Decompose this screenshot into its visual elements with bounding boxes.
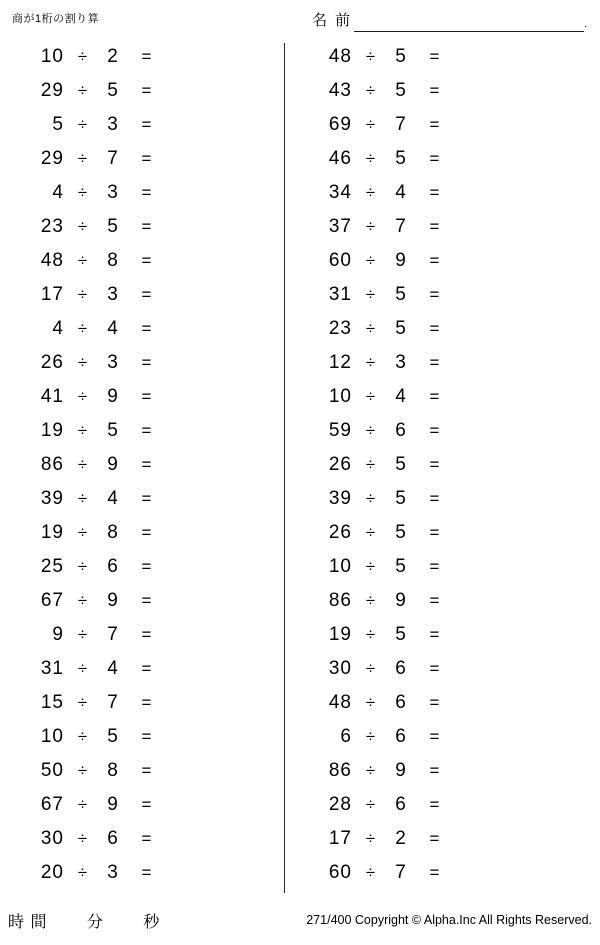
equals-sign: = — [429, 829, 441, 848]
divisor: 8 — [107, 760, 119, 781]
problem-row — [12, 142, 277, 176]
divisor: 5 — [395, 318, 407, 339]
dividend: 26 — [328, 522, 352, 543]
dividend: 23 — [40, 216, 64, 237]
problem-row — [300, 244, 565, 278]
dividend: 20 — [40, 862, 64, 883]
problem-row — [12, 108, 277, 142]
problem-row — [300, 754, 565, 788]
equals-sign: = — [141, 183, 153, 202]
dividend: 50 — [40, 760, 64, 781]
equals-sign: = — [141, 421, 153, 440]
equals-sign: = — [429, 761, 441, 780]
division-operator: ÷ — [365, 795, 377, 814]
dividend: 12 — [328, 352, 352, 373]
divisor: 7 — [395, 216, 407, 237]
dividend: 4 — [52, 318, 64, 339]
division-operator: ÷ — [77, 285, 89, 304]
equals-sign: = — [141, 523, 153, 542]
equals-sign: = — [429, 183, 441, 202]
division-operator: ÷ — [77, 81, 89, 100]
division-operator: ÷ — [77, 149, 89, 168]
problem-row — [300, 312, 565, 346]
problem-row — [300, 278, 565, 312]
dividend: 31 — [40, 658, 64, 679]
equals-sign: = — [141, 353, 153, 372]
dividend: 6 — [340, 726, 352, 747]
dividend: 19 — [328, 624, 352, 645]
division-operator: ÷ — [365, 183, 377, 202]
equals-sign: = — [429, 693, 441, 712]
division-operator: ÷ — [365, 251, 377, 270]
problem-row — [300, 720, 565, 754]
divisor: 8 — [107, 522, 119, 543]
divisor: 3 — [107, 114, 119, 135]
time-record-area — [8, 909, 160, 932]
dividend: 30 — [328, 658, 352, 679]
copyright-notice: 271/400 Copyright © Alpha.Inc All Rights Reserved. — [306, 913, 592, 927]
dividend: 23 — [328, 318, 352, 339]
equals-sign: = — [429, 251, 441, 270]
divisor: 9 — [395, 250, 407, 271]
problem-row — [12, 278, 277, 312]
equals-sign: = — [429, 47, 441, 66]
divisor: 8 — [107, 250, 119, 271]
equals-sign: = — [141, 557, 153, 576]
division-operator: ÷ — [365, 523, 377, 542]
division-operator: ÷ — [77, 319, 89, 338]
equals-sign: = — [429, 115, 441, 134]
name-suffix: . — [584, 18, 588, 30]
problem-row — [300, 822, 565, 856]
equals-sign: = — [429, 523, 441, 542]
equals-sign: = — [141, 455, 153, 474]
problem-row — [300, 686, 565, 720]
divisor: 5 — [395, 522, 407, 543]
equals-sign: = — [141, 863, 153, 882]
divisor: 9 — [107, 590, 119, 611]
problem-row — [300, 40, 565, 74]
dividend: 19 — [40, 522, 64, 543]
problem-row — [12, 822, 277, 856]
equals-sign: = — [429, 217, 441, 236]
dividend: 5 — [52, 114, 64, 135]
problem-row — [12, 720, 277, 754]
divisor: 4 — [107, 318, 119, 339]
divisor: 5 — [107, 80, 119, 101]
division-operator: ÷ — [77, 183, 89, 202]
dividend: 37 — [328, 216, 352, 237]
division-operator: ÷ — [365, 285, 377, 304]
time-minutes-label: 分 — [86, 914, 104, 931]
equals-sign: = — [429, 557, 441, 576]
page-title: 商が1桁の割り算 — [12, 13, 100, 25]
problem-row — [300, 482, 565, 516]
equals-sign: = — [141, 489, 153, 508]
problem-row — [12, 686, 277, 720]
divisor: 7 — [107, 692, 119, 713]
division-operator: ÷ — [365, 557, 377, 576]
equals-sign: = — [429, 659, 441, 678]
divisor: 9 — [395, 590, 407, 611]
dividend: 59 — [328, 420, 352, 441]
division-operator: ÷ — [77, 523, 89, 542]
divisor: 3 — [395, 352, 407, 373]
column-divider — [284, 43, 285, 893]
problem-row — [300, 108, 565, 142]
divisor: 7 — [107, 624, 119, 645]
equals-sign: = — [141, 727, 153, 746]
problem-row — [300, 584, 565, 618]
divisor: 5 — [395, 454, 407, 475]
divisor: 9 — [107, 454, 119, 475]
problem-row — [12, 754, 277, 788]
dividend: 48 — [328, 46, 352, 67]
divisor: 6 — [107, 828, 119, 849]
dividend: 10 — [328, 556, 352, 577]
divisor: 3 — [107, 352, 119, 373]
problem-row — [12, 788, 277, 822]
divisor: 7 — [107, 148, 119, 169]
equals-sign: = — [429, 285, 441, 304]
equals-sign: = — [429, 353, 441, 372]
equals-sign: = — [141, 761, 153, 780]
divisor: 5 — [395, 624, 407, 645]
division-operator: ÷ — [365, 319, 377, 338]
problem-row — [12, 414, 277, 448]
dividend: 46 — [328, 148, 352, 169]
dividend: 26 — [328, 454, 352, 475]
equals-sign: = — [429, 795, 441, 814]
equals-sign: = — [141, 829, 153, 848]
dividend: 60 — [328, 250, 352, 271]
equals-sign: = — [141, 387, 153, 406]
division-operator: ÷ — [365, 115, 377, 134]
division-operator: ÷ — [365, 149, 377, 168]
dividend: 39 — [40, 488, 64, 509]
equals-sign: = — [141, 795, 153, 814]
equals-sign: = — [141, 251, 153, 270]
problem-row — [12, 176, 277, 210]
division-operator: ÷ — [365, 625, 377, 644]
dividend: 34 — [328, 182, 352, 203]
division-operator: ÷ — [365, 353, 377, 372]
division-operator: ÷ — [77, 217, 89, 236]
dividend: 10 — [40, 726, 64, 747]
time-hours-label: 時 間 — [8, 914, 48, 931]
dividend: 67 — [40, 590, 64, 611]
divisor: 6 — [395, 658, 407, 679]
division-operator: ÷ — [365, 455, 377, 474]
divisor: 6 — [395, 692, 407, 713]
dividend: 25 — [40, 556, 64, 577]
name-field-area — [312, 6, 587, 32]
division-operator: ÷ — [77, 727, 89, 746]
division-operator: ÷ — [77, 557, 89, 576]
equals-sign: = — [141, 81, 153, 100]
problem-row — [12, 584, 277, 618]
dividend: 19 — [40, 420, 64, 441]
dividend: 30 — [40, 828, 64, 849]
division-operator: ÷ — [77, 115, 89, 134]
division-operator: ÷ — [77, 251, 89, 270]
equals-sign: = — [429, 591, 441, 610]
divisor: 3 — [107, 862, 119, 883]
dividend: 41 — [40, 386, 64, 407]
problem-row — [300, 346, 565, 380]
equals-sign: = — [429, 387, 441, 406]
dividend: 9 — [52, 624, 64, 645]
problem-row — [12, 380, 277, 414]
division-operator: ÷ — [365, 217, 377, 236]
divisor: 7 — [395, 862, 407, 883]
division-operator: ÷ — [77, 489, 89, 508]
division-operator: ÷ — [365, 81, 377, 100]
equals-sign: = — [429, 455, 441, 474]
equals-sign: = — [141, 319, 153, 338]
problem-row — [300, 176, 565, 210]
problem-row — [12, 618, 277, 652]
dividend: 67 — [40, 794, 64, 815]
divisor: 9 — [107, 386, 119, 407]
dividend: 86 — [328, 590, 352, 611]
problem-columns — [0, 40, 600, 895]
division-operator: ÷ — [77, 795, 89, 814]
dividend: 26 — [40, 352, 64, 373]
divisor: 6 — [395, 420, 407, 441]
division-operator: ÷ — [365, 489, 377, 508]
problem-row — [300, 652, 565, 686]
problem-row — [12, 210, 277, 244]
dividend: 29 — [40, 80, 64, 101]
name-label: 名 前 — [312, 12, 353, 29]
divisor: 5 — [395, 46, 407, 67]
time-seconds-label: 秒 — [143, 914, 161, 931]
divisor: 5 — [395, 80, 407, 101]
divisor: 3 — [107, 284, 119, 305]
problem-row — [300, 516, 565, 550]
divisor: 4 — [395, 386, 407, 407]
problem-row — [300, 74, 565, 108]
division-operator: ÷ — [77, 761, 89, 780]
equals-sign: = — [429, 421, 441, 440]
dividend: 4 — [52, 182, 64, 203]
division-operator: ÷ — [365, 387, 377, 406]
divisor: 6 — [395, 794, 407, 815]
divisor: 5 — [107, 216, 119, 237]
division-operator: ÷ — [365, 829, 377, 848]
division-operator: ÷ — [77, 421, 89, 440]
name-input[interactable] — [354, 11, 584, 32]
problem-row — [300, 210, 565, 244]
divisor: 4 — [107, 488, 119, 509]
problem-row — [12, 652, 277, 686]
dividend: 60 — [328, 862, 352, 883]
problem-row — [300, 618, 565, 652]
dividend: 31 — [328, 284, 352, 305]
dividend: 28 — [328, 794, 352, 815]
equals-sign: = — [429, 149, 441, 168]
division-operator: ÷ — [77, 625, 89, 644]
problem-row — [300, 448, 565, 482]
division-operator: ÷ — [77, 829, 89, 848]
division-operator: ÷ — [77, 863, 89, 882]
problem-row — [12, 244, 277, 278]
divisor: 6 — [107, 556, 119, 577]
division-operator: ÷ — [365, 47, 377, 66]
divisor: 2 — [107, 46, 119, 67]
problem-row — [300, 550, 565, 584]
problem-row — [12, 516, 277, 550]
divisor: 5 — [107, 420, 119, 441]
problem-row — [300, 788, 565, 822]
problem-row — [12, 346, 277, 380]
divisor: 5 — [395, 284, 407, 305]
dividend: 17 — [40, 284, 64, 305]
division-operator: ÷ — [365, 727, 377, 746]
divisor: 9 — [107, 794, 119, 815]
division-operator: ÷ — [77, 455, 89, 474]
division-operator: ÷ — [365, 591, 377, 610]
division-operator: ÷ — [77, 693, 89, 712]
dividend: 10 — [40, 46, 64, 67]
problem-row — [300, 856, 565, 890]
equals-sign: = — [141, 47, 153, 66]
worksheet-footer — [0, 909, 600, 935]
equals-sign: = — [141, 591, 153, 610]
problem-row — [300, 414, 565, 448]
equals-sign: = — [429, 863, 441, 882]
dividend: 39 — [328, 488, 352, 509]
divisor: 5 — [395, 556, 407, 577]
problem-row — [12, 40, 277, 74]
equals-sign: = — [141, 285, 153, 304]
divisor: 9 — [395, 760, 407, 781]
problem-row — [12, 312, 277, 346]
division-operator: ÷ — [365, 421, 377, 440]
equals-sign: = — [141, 149, 153, 168]
divisor: 5 — [395, 148, 407, 169]
equals-sign: = — [429, 319, 441, 338]
problem-row — [12, 482, 277, 516]
dividend: 86 — [40, 454, 64, 475]
equals-sign: = — [429, 489, 441, 508]
problem-column-left — [12, 40, 277, 890]
dividend: 17 — [328, 828, 352, 849]
divisor: 2 — [395, 828, 407, 849]
equals-sign: = — [141, 659, 153, 678]
division-operator: ÷ — [77, 659, 89, 678]
problem-column-right — [300, 40, 565, 890]
problem-row — [300, 380, 565, 414]
division-operator: ÷ — [365, 659, 377, 678]
problem-row — [12, 856, 277, 890]
divisor: 6 — [395, 726, 407, 747]
equals-sign: = — [141, 115, 153, 134]
division-operator: ÷ — [77, 387, 89, 406]
division-operator: ÷ — [365, 693, 377, 712]
division-operator: ÷ — [77, 353, 89, 372]
dividend: 86 — [328, 760, 352, 781]
division-operator: ÷ — [365, 761, 377, 780]
dividend: 10 — [328, 386, 352, 407]
worksheet-header — [0, 6, 600, 34]
dividend: 48 — [328, 692, 352, 713]
problem-row — [12, 550, 277, 584]
problem-row — [300, 142, 565, 176]
equals-sign: = — [429, 81, 441, 100]
equals-sign: = — [141, 217, 153, 236]
dividend: 29 — [40, 148, 64, 169]
problem-row — [12, 448, 277, 482]
dividend: 69 — [328, 114, 352, 135]
dividend: 43 — [328, 80, 352, 101]
divisor: 5 — [107, 726, 119, 747]
division-operator: ÷ — [365, 863, 377, 882]
division-operator: ÷ — [77, 591, 89, 610]
equals-sign: = — [141, 693, 153, 712]
dividend: 48 — [40, 250, 64, 271]
division-operator: ÷ — [77, 47, 89, 66]
equals-sign: = — [429, 727, 441, 746]
dividend: 15 — [40, 692, 64, 713]
equals-sign: = — [429, 625, 441, 644]
divisor: 3 — [107, 182, 119, 203]
divisor: 5 — [395, 488, 407, 509]
divisor: 4 — [107, 658, 119, 679]
equals-sign: = — [141, 625, 153, 644]
divisor: 7 — [395, 114, 407, 135]
problem-row — [12, 74, 277, 108]
divisor: 4 — [395, 182, 407, 203]
